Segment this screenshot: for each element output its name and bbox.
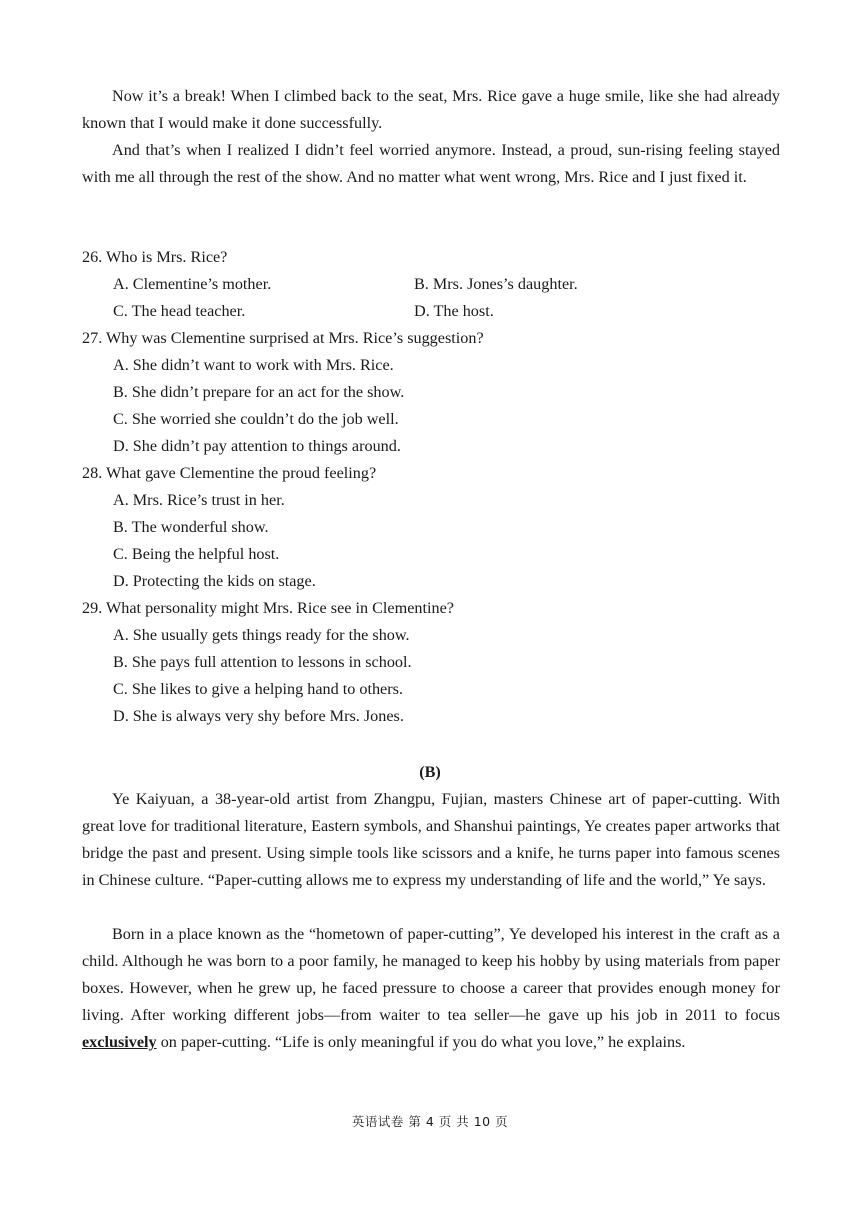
passage-paragraph: And that’s when I realized I didn’t feel worried anymore. Instead, a proud, sun-rising feeling stayed with me all through the rest of the show. And no matter what went wrong, Mrs. Rice and I just fixed it. bbox=[82, 141, 780, 186]
question-27-option-c: C. She worried she couldn’t do the job well. bbox=[113, 410, 399, 428]
section-b-title: (B) bbox=[419, 763, 441, 781]
question-26-option-a: A. Clementine’s mother. bbox=[113, 275, 272, 293]
question-29-option-d: D. She is always very shy before Mrs. Jones. bbox=[113, 707, 404, 725]
question-29-stem: 29. What personality might Mrs. Rice see in Clementine? bbox=[82, 599, 454, 617]
passage-paragraph: Ye Kaiyuan, a 38-year-old artist from Zhangpu, Fujian, masters Chinese art of paper-cutting. With great love for traditional literature, Eastern symbols, and Shanshui paintings, Ye creates paper artworks that bridge the past and present. Using simple tools like scissors and a knife, he turns paper into famous scenes in Chinese culture. “Paper-cutting allows me to express my understanding of life and the world,” Ye says. bbox=[82, 790, 780, 889]
underlined-keyword: exclusively bbox=[82, 1033, 157, 1051]
page-footer: 英语试卷 第 4 页 共 10 页 bbox=[351, 1114, 509, 1129]
question-27-option-d: D. She didn’t pay attention to things around. bbox=[113, 437, 401, 455]
question-28-option-b: B. The wonderful show. bbox=[113, 518, 269, 536]
question-28-option-c: C. Being the helpful host. bbox=[113, 545, 280, 563]
question-28-stem: 28. What gave Clementine the proud feeling? bbox=[82, 464, 377, 482]
question-29-option-a: A. She usually gets things ready for the show. bbox=[113, 626, 410, 644]
question-26-option-b: B. Mrs. Jones’s daughter. bbox=[414, 275, 578, 293]
question-29-option-b: B. She pays full attention to lessons in school. bbox=[113, 653, 412, 671]
question-27-stem: 27. Why was Clementine surprised at Mrs. Rice’s suggestion? bbox=[82, 329, 484, 347]
paragraph-text: Born in a place known as the “hometown of paper-cutting”, Ye developed his interest in the craft as a child. Although he was born to a poor family, he managed to keep his hobby by using materials from paper boxes. However, when he grew up, he faced pressure to choose a career that provides enough money for living. After working different jobs—from waiter to tea seller—he gave up his job in 2011 to focus bbox=[82, 925, 780, 1024]
question-26-stem: 26. Who is Mrs. Rice? bbox=[82, 248, 228, 266]
question-26-option-d: D. The host. bbox=[414, 302, 494, 320]
question-29-option-c: C. She likes to give a helping hand to others. bbox=[113, 680, 403, 698]
passage-paragraph bbox=[82, 921, 780, 1056]
question-27-option-a: A. She didn’t want to work with Mrs. Rice. bbox=[113, 356, 394, 374]
question-28-option-d: D. Protecting the kids on stage. bbox=[113, 572, 316, 590]
question-28-option-a: A. Mrs. Rice’s trust in her. bbox=[113, 491, 285, 509]
paragraph-text: on paper-cutting. “Life is only meaningful if you do what you love,” he explains. bbox=[156, 1033, 686, 1051]
passage-paragraph: Now it’s a break! When I climbed back to the seat, Mrs. Rice gave a huge smile, like she had already known that I would make it done successfully. bbox=[82, 87, 780, 132]
question-26-option-c: C. The head teacher. bbox=[113, 302, 246, 320]
question-27-option-b: B. She didn’t prepare for an act for the show. bbox=[113, 383, 405, 401]
